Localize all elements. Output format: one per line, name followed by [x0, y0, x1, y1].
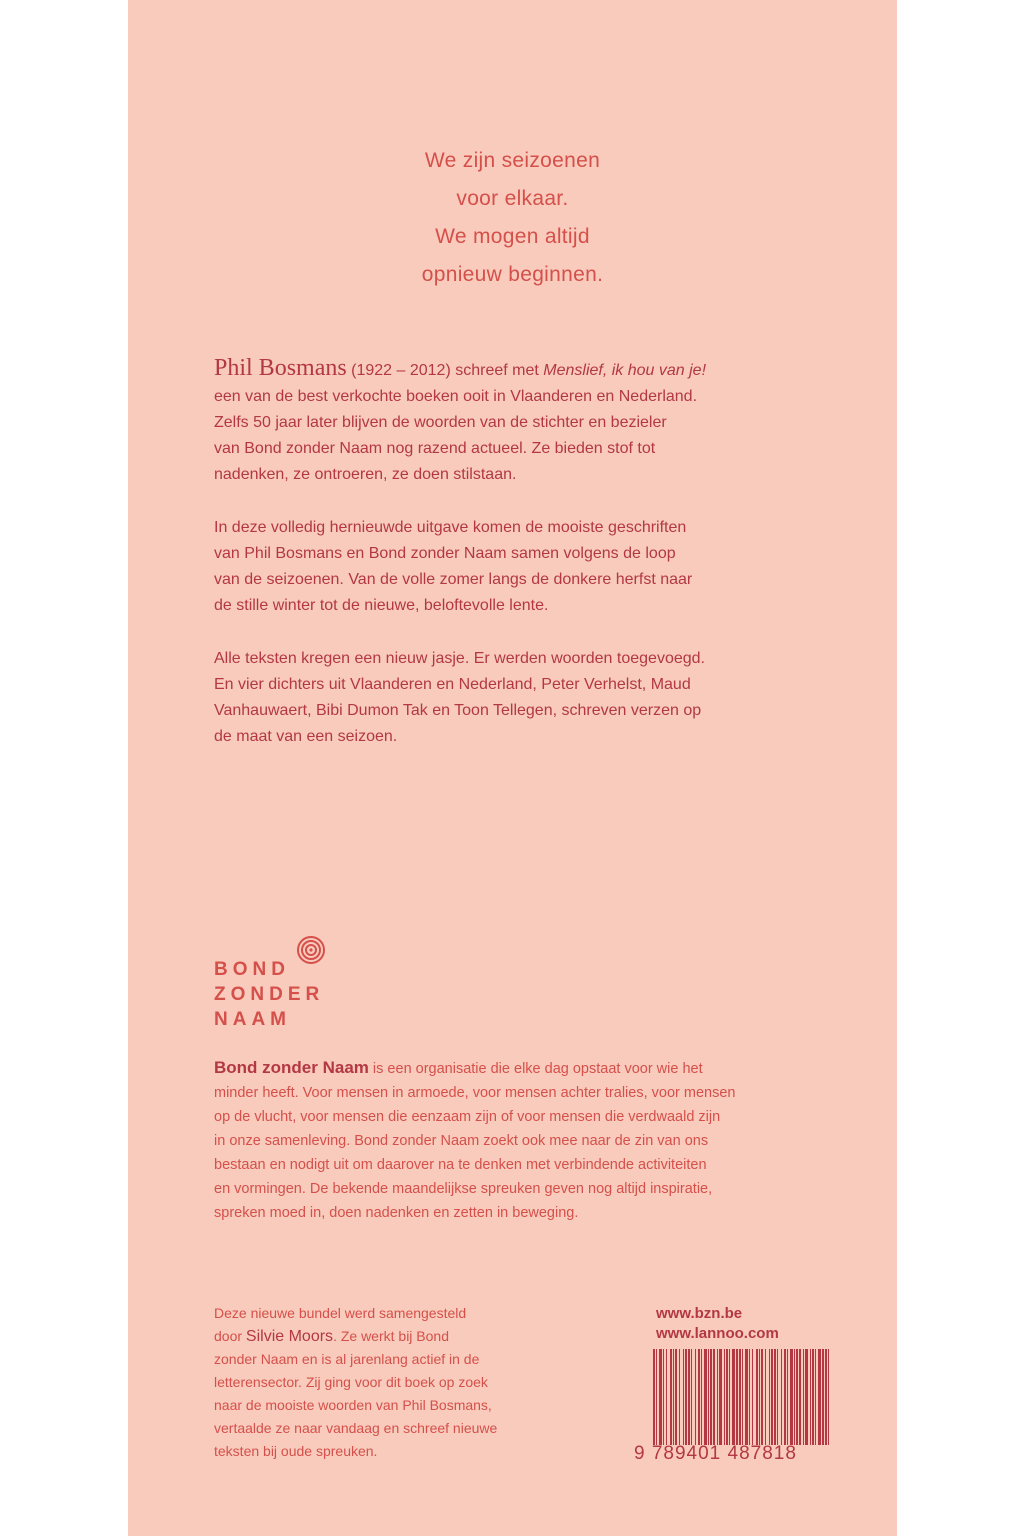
author-name: Phil Bosmans — [214, 355, 347, 381]
barcode-bar — [761, 1349, 763, 1445]
barcode-bar — [698, 1349, 700, 1445]
barcode-bar — [796, 1349, 798, 1445]
logo-word: BOND — [214, 959, 290, 980]
paragraph-line: teksten bij oude spreuken. — [214, 1443, 378, 1459]
paragraph-line: In deze volledig hernieuwde uitgave komen de mooiste geschriften — [214, 519, 687, 536]
barcode-bar — [828, 1349, 829, 1445]
isbn-digits: 9 789401 487818 — [634, 1443, 797, 1464]
compiler-name-line — [214, 1325, 564, 1348]
barcode-bar — [701, 1349, 702, 1445]
barcode-bar — [752, 1349, 753, 1445]
logo-word: ZONDER — [214, 984, 325, 1005]
paragraph-line: vertaalde ze naar vandaag en schreef nieuwe — [214, 1420, 498, 1436]
paragraph-line: spreken moed in, doen nadenken en zetten in beweging. — [214, 1205, 579, 1221]
url-lannoo[interactable]: www.lannoo.com — [656, 1325, 779, 1342]
barcode-bar — [685, 1349, 687, 1445]
paragraph-line: van Phil Bosmans en Bond zonder Naam samen volgens de loop — [214, 545, 676, 562]
concentric-circle-icon — [296, 935, 326, 965]
compiler-note — [214, 1302, 564, 1463]
organisation-name: Bond zonder Naam — [214, 1058, 369, 1077]
barcode-bar — [704, 1349, 707, 1445]
barcode-bar — [759, 1349, 760, 1445]
barcode-bar — [756, 1349, 758, 1445]
barcode-bar — [749, 1349, 750, 1445]
paragraph-line: Vanhauwaert, Bibi Dumon Tak en Toon Tellegen, schreven verzen op — [214, 702, 702, 719]
barcode-bar — [771, 1349, 773, 1445]
paragraph-line: de stille winter tot de nieuwe, beloftevolle lente. — [214, 597, 549, 614]
paragraph-line: in onze samenleving. Bond zonder Naam zoekt ook mee naar de zin van ons — [214, 1133, 709, 1149]
paragraph-line: En vier dichters uit Vlaanderen en Nederland, Peter Verhelst, Maud — [214, 676, 691, 693]
paragraph-line: een van de best verkochte boeken ooit in Vlaanderen en Nederland. — [214, 388, 698, 405]
bond-zonder-naam-logo — [214, 935, 354, 1035]
paragraph-line: Deze nieuwe bundel werd samengesteld — [214, 1305, 467, 1321]
organisation-intro: is een organisatie die elke dag opstaat voor wie het — [368, 1061, 703, 1077]
paragraph-line: naar de mooiste woorden van Phil Bosmans, — [214, 1397, 492, 1413]
barcode-bar — [799, 1349, 801, 1445]
paragraph-line: nadenken, ze ontroeren, ze doen stilstaan. — [214, 466, 517, 483]
barcode-bar — [742, 1349, 743, 1445]
barcode-bar — [695, 1349, 696, 1445]
barcode-bar — [781, 1349, 782, 1445]
barcode-bar — [719, 1349, 722, 1445]
barcode-bar — [774, 1349, 776, 1445]
barcode-bar — [670, 1349, 672, 1445]
barcode-bar — [777, 1349, 778, 1445]
barcode-bar — [724, 1349, 725, 1445]
barcode-bar — [765, 1349, 766, 1445]
url-bzn[interactable]: www.bzn.be — [656, 1305, 743, 1322]
paragraph-line: bestaan en nodigt uit om daarover na te denken met verbindende activiteiten — [214, 1157, 707, 1173]
barcode-bar — [717, 1349, 718, 1445]
barcode-bar — [810, 1349, 811, 1445]
back-cover — [128, 0, 897, 1536]
barcode-bar — [679, 1349, 680, 1445]
barcode-bar — [784, 1349, 786, 1445]
paragraph-line: van Bond zonder Naam nog razend actueel. Ze bieden stof tot — [214, 440, 656, 457]
barcode-icon — [651, 1349, 831, 1445]
barcode-bar — [691, 1349, 692, 1445]
paragraph-line: Alle teksten kregen een nieuw jasje. Er werden woorden toegevoegd. — [214, 650, 705, 667]
barcode-bar — [710, 1349, 712, 1445]
book-title: Menslief, ik hou van je! — [543, 362, 707, 379]
author-years: (1922 – 2012) schreef met — [346, 362, 544, 379]
quote-line: We zijn seizoenen — [424, 149, 601, 172]
paragraph-line: Zelfs 50 jaar later blijven de woorden van de stichter en bezieler — [214, 414, 667, 431]
barcode-bar — [818, 1349, 821, 1445]
barcode-bar — [688, 1349, 690, 1445]
barcode-bar — [812, 1349, 814, 1445]
barcode-bar — [739, 1349, 741, 1445]
barcode-bar — [825, 1349, 827, 1445]
barcode-bar — [732, 1349, 735, 1445]
compiler-suffix: . Ze werkt bij Bond — [333, 1328, 449, 1344]
tagline-quote — [128, 142, 897, 294]
compiler-prefix: door — [214, 1328, 246, 1344]
barcode-bar — [736, 1349, 738, 1445]
barcode-bar — [653, 1349, 655, 1445]
barcode-bar — [713, 1349, 715, 1445]
quote-line: We mogen altijd — [435, 225, 590, 248]
barcode-bar — [726, 1349, 728, 1445]
barcode-bar — [656, 1349, 657, 1445]
barcode-bar — [794, 1349, 795, 1445]
paragraph-line: de maat van een seizoen. — [214, 728, 398, 745]
barcode-bar — [815, 1349, 816, 1445]
organisation-first-line — [214, 1056, 814, 1081]
compiler-name: Silvie Moors — [245, 1328, 334, 1345]
organisation-description — [214, 1056, 814, 1225]
barcode-bar — [729, 1349, 730, 1445]
barcode-bar — [745, 1349, 748, 1445]
paragraph-line: zonder Naam en is al jarenlang actief in de — [214, 1351, 480, 1367]
barcode-bar — [803, 1349, 804, 1445]
website-links — [656, 1304, 779, 1344]
author-paragraph — [214, 355, 814, 488]
barcode-bar — [787, 1349, 788, 1445]
author-first-line — [214, 355, 814, 384]
barcode-bar — [769, 1349, 770, 1445]
logo-word: NAAM — [214, 1009, 291, 1030]
paragraph-line: op de vlucht, voor mensen die eenzaam zijn of voor mensen die verdwaald zijn — [214, 1109, 721, 1125]
barcode-bar — [822, 1349, 824, 1445]
quote-line: voor elkaar. — [456, 187, 569, 210]
paragraph-line: minder heeft. Voor mensen in armoede, voor mensen achter tralies, voor mensen — [214, 1085, 736, 1101]
barcode-bar — [666, 1349, 667, 1445]
paragraph-line: van de seizoenen. Van de volle zomer langs de donkere herfst naar — [214, 571, 693, 588]
barcode-bar — [683, 1349, 684, 1445]
barcode-bar — [805, 1349, 808, 1445]
barcode-bar — [673, 1349, 674, 1445]
paragraph-line: en vormingen. De bekende maandelijkse spreuken geven nog altijd inspiratie, — [214, 1181, 713, 1197]
barcode-bar — [790, 1349, 793, 1445]
poets-paragraph — [214, 646, 814, 750]
paragraph-line: letterensector. Zij ging voor dit boek op zoek — [214, 1374, 488, 1390]
edition-paragraph — [214, 515, 814, 619]
barcode-bar — [708, 1349, 709, 1445]
barcode-bar — [675, 1349, 677, 1445]
barcode-bar — [663, 1349, 664, 1445]
barcode-bar — [659, 1349, 662, 1445]
quote-line: opnieuw beginnen. — [421, 263, 604, 286]
